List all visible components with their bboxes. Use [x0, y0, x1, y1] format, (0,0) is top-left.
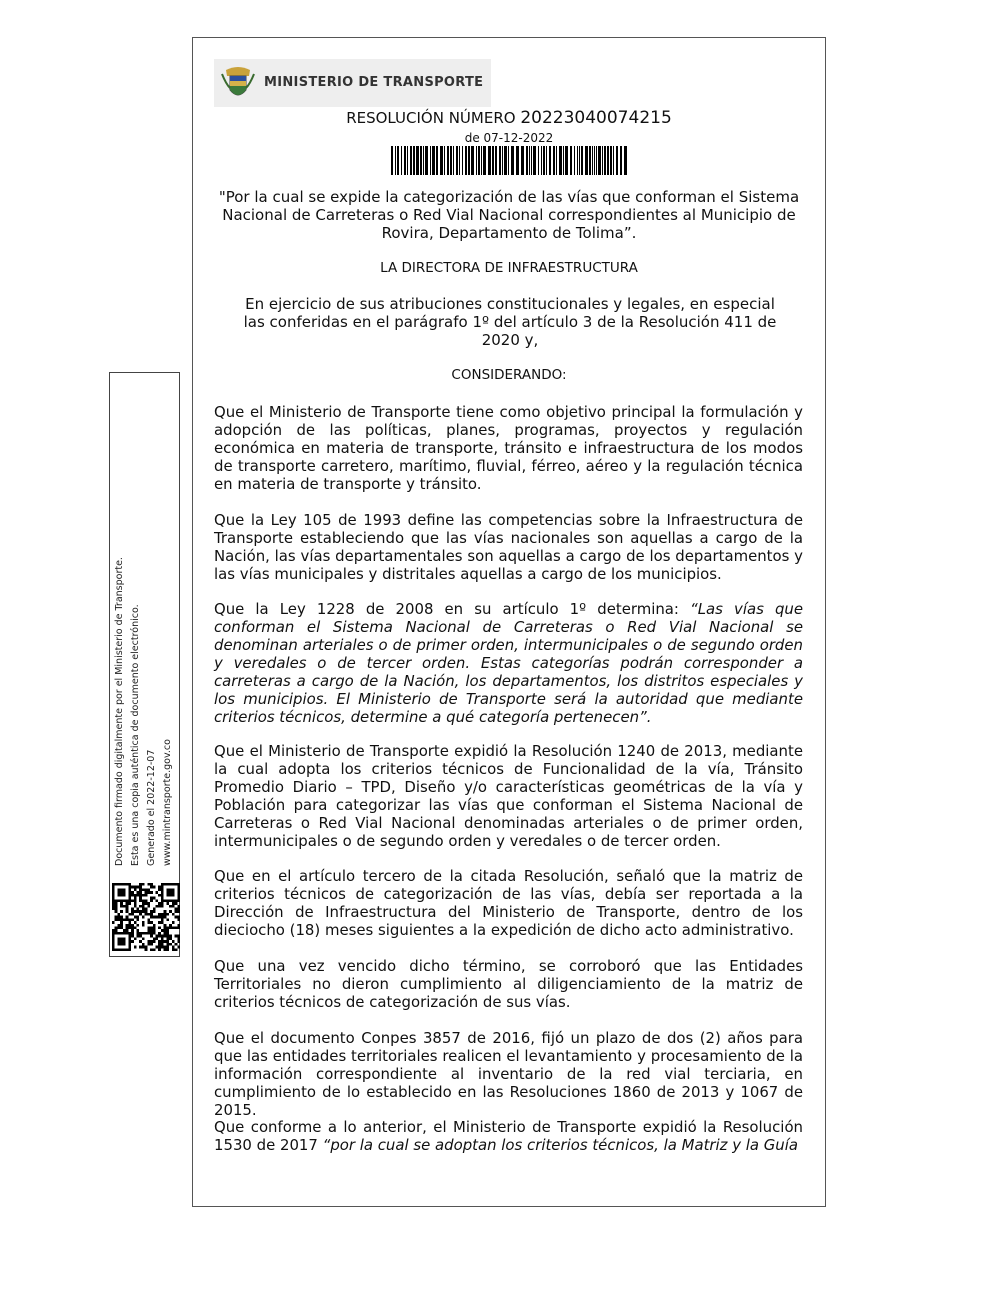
paragraph-intro: Que conforme a lo anterior, el Ministerio de Transporte expidió la Resolución 1530 de 2017 — [214, 1118, 803, 1154]
resolution-label: RESOLUCIÓN NÚMERO — [346, 109, 516, 127]
considerando-heading: CONSIDERANDO: — [451, 367, 567, 383]
paragraph: Que el Ministerio de Transporte tiene como objetivo principal la formulación y adopción de las políticas, planes, programas, proyectos y regulación económica en materia de transporte, tránsito e infraestructura de los modos de transporte carretero, marítimo, fluvial, férreo, aéreo y la regulación técnica en materia de transporte y tránsito. — [214, 403, 803, 493]
decree-title: "Por la cual se expide la categorización de las vías que conforman el Sistema Nacional de Carreteras o Red Vial Nacional correspondientes al Municipio de Rovira, Departamento de Tolima”. — [218, 188, 800, 242]
paragraph-ley-1228 — [214, 600, 803, 726]
digital-signature-stamp — [109, 372, 180, 957]
paragraph-quote: “Las vías que conforman el Sistema Nacional de Carreteras o Red Vial Nacional se denominan arteriales o de primer orden, intermunicipales o de segundo orden y veredales o de tercer orden. Estas categorías podrán corresponder a carreteras a cargo de la Nación, los departamentos, los distritos especiales y los municipios. El Ministerio de Transporte será la autoridad que mediante criterios técnicos, determine a qué categoría pertenecen”. — [214, 600, 803, 726]
paragraph-quote: “por la cual se adoptan los criterios técnicos, la Matriz y la Guía — [322, 1136, 799, 1154]
ministry-name: MINISTERIO DE TRANSPORTE — [264, 75, 484, 90]
paragraph-intro: Que la Ley 1228 de 2008 en su artículo 1º determina: — [214, 600, 691, 618]
stamp-line: www.mintransporte.gov.co — [162, 739, 173, 866]
paragraph: Que el Ministerio de Transporte expidió la Resolución 1240 de 2013, mediante la cual adopta los criterios técnicos de Funcionalidad de la vía, Tránsito Promedio Diario – TPD, Diseño y/o características geométricas de la vía y Población para categorizar las vías que conforman el Sistema Nacional de Carreteras o Red Vial Nacional denominadas arteriales o de primer orden, intermunicipales o de segundo orden y veredales o de tercer orden. — [214, 742, 803, 850]
ministry-logo — [214, 59, 491, 107]
paragraph: Que una vez vencido dicho término, se corroboró que las Entidades Territoriales no dieron cumplimiento al diligenciamiento de la matriz de criterios técnicos de categorización de sus vías. — [214, 957, 803, 1011]
paragraph: Que en el artículo tercero de la citada Resolución, señaló que la matriz de criterios técnicos de categorización de las vías, debía ser reportada a la Dirección de Infraestructura del Ministerio de Transporte, dentro de los dieciocho (18) meses siguientes a la expedición de dicho acto administrativo. — [214, 867, 803, 939]
resolution-number: 20223040074215 — [520, 108, 672, 128]
barcode — [391, 146, 627, 175]
paragraph: Que el documento Conpes 3857 de 2016, fijó un plazo de dos (2) años para que las entidades territoriales realicen el levantamiento y procesamiento de la información correspondiente al inventario de la red vial terciaria, en cumplimiento de lo establecido en las Resoluciones 1860 de 2013 y 1067 de 2015. — [214, 1029, 803, 1119]
coat-of-arms-icon — [220, 64, 256, 102]
stamp-line: Documento firmado digitalmente por el Ministerio de Transporte. — [114, 557, 125, 866]
stamp-text — [112, 516, 183, 866]
paragraph: Que la Ley 105 de 1993 define las competencias sobre la Infraestructura de Transporte estableciendo que las vías nacionales son aquellas a cargo de la Nación, las vías departamentales son aquellas a cargo de los departamentos y las vías municipales y distritales aquellas a cargo de los municipios. — [214, 511, 803, 583]
stamp-line: Generado el 2022-12-07 — [146, 749, 157, 866]
preamble: En ejercicio de sus atribuciones constitucionales y legales, en especial las conferidas en el parágrafo 1º del artículo 3 de la Resolución 411 de 2020 y, — [243, 295, 777, 349]
qr-code — [112, 883, 180, 951]
paragraph-last — [214, 1118, 803, 1154]
resolution-heading — [192, 108, 826, 128]
authority-heading: LA DIRECTORA DE INFRAESTRUCTURA — [380, 260, 638, 276]
resolution-date: de 07-12-2022 — [464, 131, 554, 145]
stamp-line: Esta es una copia auténtica de documento electrónico. — [130, 604, 141, 866]
